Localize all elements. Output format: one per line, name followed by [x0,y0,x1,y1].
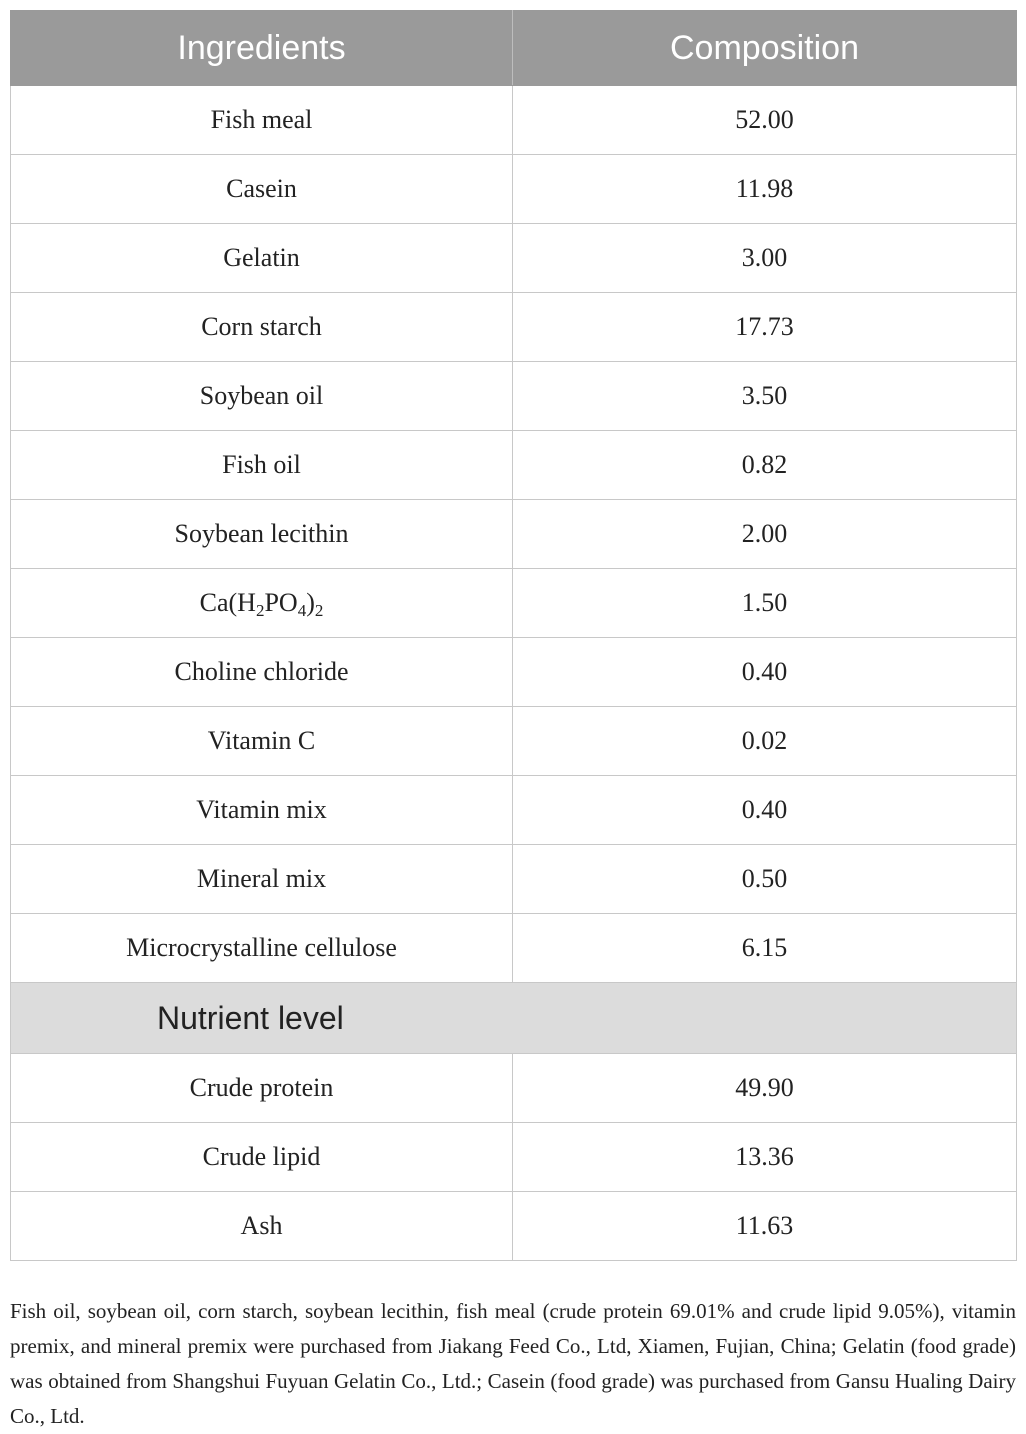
formula-subscript: 4 [297,601,307,620]
ingredient-name: Soybean lecithin [11,500,513,569]
ingredient-value: 0.40 [513,638,1017,707]
section-header-row [11,983,1017,1054]
table-row [11,707,1017,776]
ingredient-value: 3.00 [513,224,1017,293]
ingredient-name: Fish oil [11,431,513,500]
table-row [11,638,1017,707]
nutrient-name: Crude protein [11,1054,513,1123]
ingredient-name: Corn starch [11,293,513,362]
formula-part: ) [306,588,315,617]
table-row [11,776,1017,845]
ingredient-value: 2.00 [513,500,1017,569]
ingredient-name: Casein [11,155,513,224]
ingredient-value: 52.00 [513,86,1017,155]
table-header-row [11,11,1017,86]
ingredient-value: 0.50 [513,845,1017,914]
ingredient-name: Microcrystalline cellulose [11,914,513,983]
table-row [11,845,1017,914]
table-footnote: Fish oil, soybean oil, corn starch, soybean lecithin, fish meal (crude protein 69.01% and crude lipid 9.05%), vitamin premix, and mineral premix were purchased from Jiakang Feed Co., Ltd, Xiamen, Fujian, China; Gelatin (food grade) was obtained from Shangshui Fuyuan Gelatin Co., Ltd.; Casein (food grade) was purchased from Gansu Hualing Dairy Co., Ltd. [10,1299,1016,1428]
ingredient-value: 0.40 [513,776,1017,845]
ingredient-name: Soybean oil [11,362,513,431]
diet-composition-table [10,10,1017,1261]
ingredient-name: Gelatin [11,224,513,293]
formula-part: Ca(H [199,588,256,617]
nutrient-name: Crude lipid [11,1123,513,1192]
ingredient-name: Mineral mix [11,845,513,914]
table-row [11,293,1017,362]
ingredient-name-formula [11,569,513,638]
ingredient-name: Fish meal [11,86,513,155]
table-row [11,500,1017,569]
ingredient-name: Vitamin mix [11,776,513,845]
header-composition: Composition [513,11,1017,86]
ingredient-value: 17.73 [513,293,1017,362]
table-row [11,362,1017,431]
ingredient-value: 11.98 [513,155,1017,224]
nutrient-name: Ash [11,1192,513,1261]
ingredient-name: Choline chloride [11,638,513,707]
formula-subscript: 2 [314,601,324,620]
table-row [11,569,1017,638]
table-row [11,914,1017,983]
ingredient-value: 3.50 [513,362,1017,431]
table-row [11,431,1017,500]
ingredient-value: 1.50 [513,569,1017,638]
nutrient-value: 49.90 [513,1054,1017,1123]
formula-subscript: 2 [255,601,265,620]
table-row [11,1192,1017,1261]
table-row [11,1054,1017,1123]
nutrient-value: 13.36 [513,1123,1017,1192]
ingredient-value: 6.15 [513,914,1017,983]
table-row [11,86,1017,155]
table-row [11,224,1017,293]
formula-part: PO [264,588,298,617]
table-row [11,1123,1017,1192]
ingredient-value: 0.82 [513,431,1017,500]
header-ingredients: Ingredients [11,11,513,86]
nutrient-value: 11.63 [513,1192,1017,1261]
table-row [11,155,1017,224]
ingredient-value: 0.02 [513,707,1017,776]
ingredient-name: Vitamin C [11,707,513,776]
section-label-nutrient-level: Nutrient level [11,983,1017,1054]
diet-composition-table-container [10,10,1016,1261]
